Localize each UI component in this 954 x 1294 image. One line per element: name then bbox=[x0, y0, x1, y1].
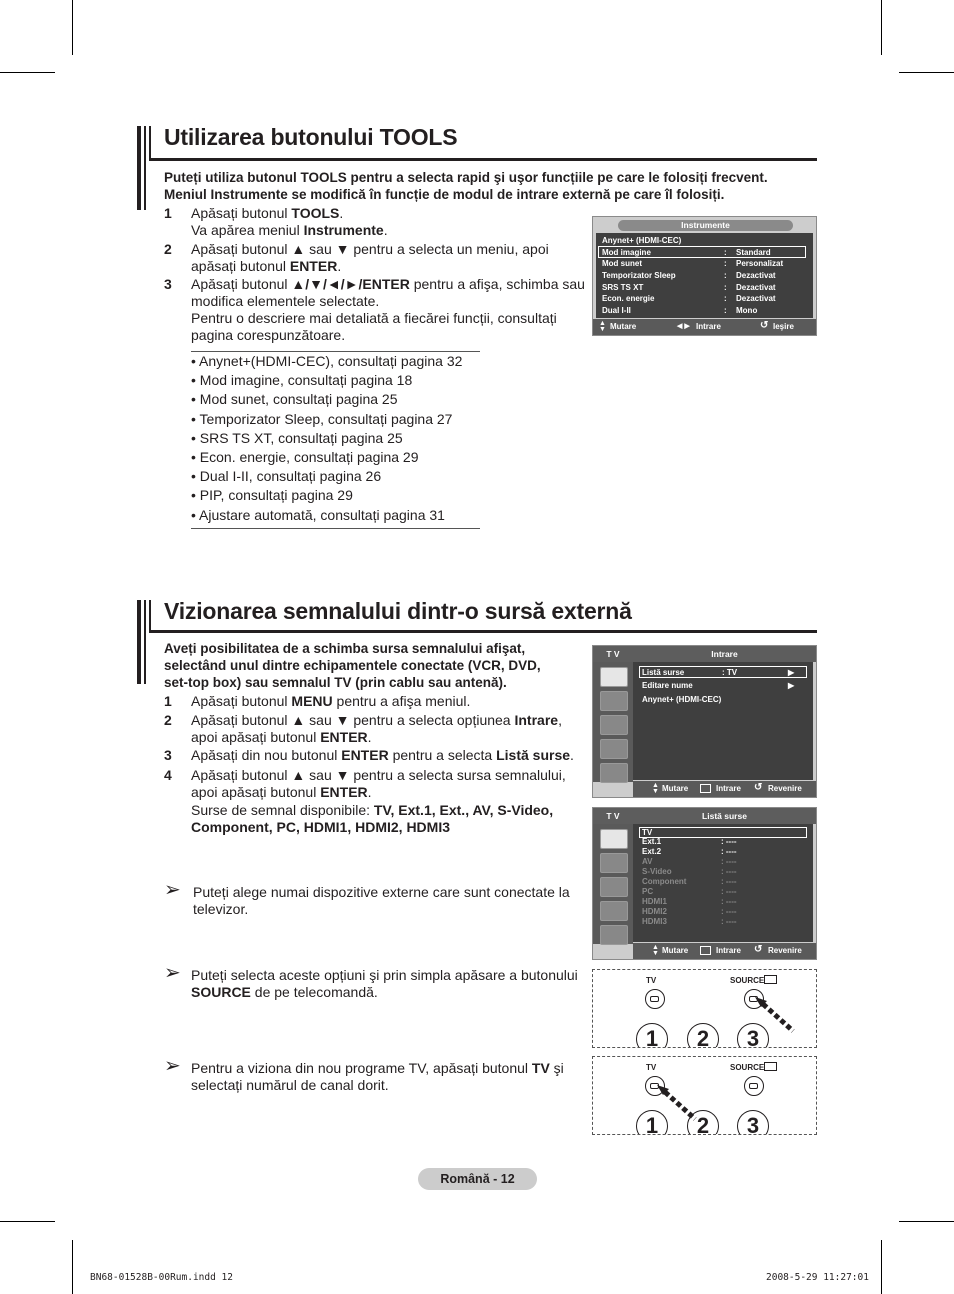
osd-tv-label: T V bbox=[606, 649, 620, 659]
step-number: 1 bbox=[164, 693, 172, 709]
source-symbol-icon bbox=[764, 1062, 777, 1071]
section-rule bbox=[149, 158, 817, 161]
osd-row-label: HDMI2 bbox=[642, 907, 667, 916]
osd-row-value: Standard bbox=[736, 248, 771, 257]
number-button-3: 3 bbox=[737, 1110, 769, 1135]
osd-foot-enter: Intrare bbox=[716, 784, 741, 793]
page-reference: • PIP, consultați pagina 29 bbox=[191, 487, 353, 503]
source-button-label: SOURCE bbox=[730, 976, 765, 985]
osd-row-sep: : bbox=[724, 259, 727, 268]
picture-icon bbox=[600, 667, 628, 687]
step-text: Apăsați butonul ▲/▼/◄/►/ENTER pentru a afişa, schimba sau bbox=[191, 276, 585, 292]
step-text: apăsați butonul ENTER. bbox=[191, 258, 342, 274]
source-button bbox=[744, 1076, 764, 1096]
section-intro bbox=[164, 169, 814, 203]
updown-icon: ▲ ▼ bbox=[599, 320, 606, 333]
number-button-2: 2 bbox=[687, 1023, 719, 1048]
osd-row-sep: : bbox=[724, 271, 727, 280]
note-text: selectați numărul de canal dorit. bbox=[191, 1077, 389, 1093]
osd-row-value: Dezactivat bbox=[736, 294, 776, 303]
osd-row-label: Ext.1 bbox=[642, 837, 662, 846]
page-reference: • SRS TS XT, consultați pagina 25 bbox=[191, 430, 403, 446]
remote-illustration-tv bbox=[592, 1056, 817, 1135]
page-reference: • Ajustare automată, consultați pagina 31 bbox=[191, 507, 445, 523]
input-icon bbox=[600, 925, 628, 945]
osd-row-arrow: ▶ bbox=[788, 681, 795, 690]
osd-row-value: : ---- bbox=[721, 837, 737, 846]
intro-line: Puteți utiliza butonul TOOLS pentru a selecta rapid şi uşor funcțiile pe care le folosiți frecvent. bbox=[164, 170, 768, 185]
step-text: pagina corespunzătoare. bbox=[191, 327, 346, 343]
osd-row-value: : ---- bbox=[721, 857, 737, 866]
osd-row-value: Mono bbox=[736, 306, 758, 315]
osd-row-value: : ---- bbox=[721, 897, 737, 906]
leftright-icon: ◀ ▶ bbox=[677, 323, 690, 330]
note-text: Pentru a viziona din nou programe TV, apăsați butonul TV şi bbox=[191, 1060, 564, 1076]
section-title-tools: Utilizarea butonului TOOLS bbox=[164, 124, 458, 150]
channel-icon bbox=[600, 877, 628, 897]
osd-row-value: Dezactivat bbox=[736, 271, 776, 280]
menu-icon-column bbox=[593, 824, 633, 944]
osd-foot-back: Revenire bbox=[768, 946, 802, 955]
note-text: SOURCE de pe telecomandă. bbox=[191, 984, 378, 1000]
return-icon: ↺ bbox=[754, 944, 763, 955]
osd-row-label: Temporizator Sleep bbox=[602, 271, 676, 280]
section-marker bbox=[144, 600, 146, 684]
note-text: Puteți alege numai dispozitive externe care sunt conectate la bbox=[193, 884, 570, 900]
intro-line: Meniul Instrumente se modifică în funcție de modul de intrare externă pe care îl folosiți. bbox=[164, 187, 725, 202]
osd-row-label: Dual I-II bbox=[602, 306, 631, 315]
crop-mark bbox=[0, 72, 55, 73]
step-text: apoi apăsați butonul ENTER. bbox=[191, 784, 372, 800]
page-reference: • Temporizator Sleep, consultați pagina 27 bbox=[191, 411, 453, 427]
osd-foot-exit: Ieşire bbox=[773, 322, 794, 331]
section-title-source: Vizionarea semnalului dintr-o sursă externă bbox=[164, 598, 632, 624]
osd-row-label: Ext.2 bbox=[642, 847, 662, 856]
osd-row-label: SRS TS XT bbox=[602, 283, 644, 292]
intro-line: set-top box) sau semnalul TV (prin cablu sau antenă). bbox=[164, 675, 507, 690]
source-list-screenshot bbox=[592, 807, 817, 960]
crop-mark bbox=[881, 0, 882, 55]
sources-text: Surse de semnal disponibile: TV, Ext.1, Ext., AV, S-Video, bbox=[191, 802, 554, 818]
step-number: 1 bbox=[164, 205, 172, 221]
tv-button-label: TV bbox=[646, 1063, 657, 1072]
number-button-1: 1 bbox=[636, 1023, 668, 1048]
osd-row-label: S-Video bbox=[642, 867, 672, 876]
page-reference: • Econ. energie, consultați pagina 29 bbox=[191, 449, 419, 465]
note-item bbox=[164, 1055, 584, 1094]
osd-tv-label: T V bbox=[606, 811, 620, 821]
pointer-arrow-icon bbox=[753, 995, 798, 1035]
osd-row-value: : ---- bbox=[721, 887, 737, 896]
tv-button bbox=[645, 989, 665, 1009]
crop-mark bbox=[72, 1240, 73, 1294]
updown-icon: ▲ ▼ bbox=[652, 944, 659, 957]
enter-icon bbox=[700, 784, 711, 793]
note-arrow-icon: ➢ bbox=[164, 879, 181, 901]
page-reference: • Mod sunet, consultați pagina 25 bbox=[191, 391, 398, 407]
sources-text: Component, PC, HDMI1, HDMI2, HDMI3 bbox=[191, 819, 451, 835]
page-number: Română - 12 bbox=[418, 1168, 537, 1190]
osd-row-sep: : bbox=[724, 283, 727, 292]
section-marker bbox=[149, 126, 151, 160]
sound-icon bbox=[600, 691, 628, 711]
note-text: Puteți selecta aceste opțiuni şi prin simpla apăsare a butonului bbox=[191, 967, 578, 983]
crop-mark bbox=[899, 72, 954, 73]
note-arrow-icon: ➢ bbox=[164, 1055, 181, 1077]
note-item bbox=[164, 879, 584, 918]
available-sources bbox=[191, 802, 591, 836]
remote-illustration-source bbox=[592, 969, 817, 1048]
number-button-2: 2 bbox=[687, 1110, 719, 1135]
osd-row-label: Anynet+ (HDMI-CEC) bbox=[602, 236, 682, 245]
osd-row-label: HDMI1 bbox=[642, 897, 667, 906]
page-reference: • Dual I-II, consultați pagina 26 bbox=[191, 468, 382, 484]
crop-mark bbox=[899, 1221, 954, 1222]
step-text: Apăsați butonul ▲ sau ▼ pentru a selecta un meniu, apoi bbox=[191, 241, 549, 257]
osd-title: Listă surse bbox=[702, 811, 747, 821]
note-item bbox=[164, 962, 584, 1001]
step-number: 2 bbox=[164, 712, 172, 728]
intro-line: Aveți posibilitatea de a schimba sursa semnalului afişat, bbox=[164, 641, 526, 656]
step-number: 3 bbox=[164, 276, 172, 292]
osd-title: Intrare bbox=[711, 649, 738, 659]
section-marker bbox=[144, 126, 146, 210]
osd-row-label: Econ. energie bbox=[602, 294, 655, 303]
step-text: Va apărea meniul Instrumente. bbox=[191, 222, 388, 238]
osd-title: Instrumente bbox=[618, 220, 793, 231]
updown-icon: ▲ ▼ bbox=[652, 782, 659, 795]
section-intro bbox=[164, 640, 584, 691]
ref-rule bbox=[191, 528, 480, 529]
enter-icon bbox=[700, 946, 711, 955]
crop-mark bbox=[0, 1221, 55, 1222]
osd-foot-enter: Intrare bbox=[696, 322, 721, 331]
osd-foot-enter: Intrare bbox=[716, 946, 741, 955]
osd-row-label: TV bbox=[642, 828, 653, 837]
step-text: Apăsați din nou butonul ENTER pentru a selecta Listă surse. bbox=[191, 747, 574, 763]
crop-mark bbox=[881, 1240, 882, 1294]
step-text: modifica elementele selectate. bbox=[191, 293, 380, 309]
step-text: Apăsați butonul ▲ sau ▼ pentru a selecta opțiunea Intrare, bbox=[191, 712, 562, 728]
input-menu-screenshot bbox=[592, 645, 817, 798]
step-number: 2 bbox=[164, 241, 172, 257]
number-button-1: 1 bbox=[636, 1110, 668, 1135]
step-text: Apăsați butonul MENU pentru a afişa meniul. bbox=[191, 693, 471, 709]
note-text: televizor. bbox=[193, 901, 249, 917]
section-marker bbox=[137, 600, 141, 684]
note-arrow-icon: ➢ bbox=[164, 962, 181, 984]
osd-row-value: : ---- bbox=[721, 907, 737, 916]
ref-rule bbox=[191, 351, 480, 352]
osd-row-value: : ---- bbox=[721, 917, 737, 926]
osd-row-label: Listă surse bbox=[642, 668, 685, 677]
step-text: apoi apăsați butonul ENTER. bbox=[191, 729, 372, 745]
osd-row-value: Dezactivat bbox=[736, 283, 776, 292]
step-text: Pentru o descriere mai detaliată a fiecărei funcții, consultați bbox=[191, 310, 557, 326]
tv-button-label: TV bbox=[646, 976, 657, 985]
return-icon: ↺ bbox=[754, 782, 763, 793]
print-date-info: 2008-5-29 11:27:01 bbox=[766, 1272, 869, 1283]
step-number: 3 bbox=[164, 747, 172, 763]
osd-row-label: AV bbox=[642, 857, 653, 866]
picture-icon bbox=[600, 829, 628, 849]
osd-row-label: Anynet+ (HDMI-CEC) bbox=[642, 695, 722, 704]
tools-menu-screenshot bbox=[592, 216, 817, 336]
setup-icon bbox=[600, 901, 628, 921]
section-marker bbox=[137, 126, 141, 210]
osd-row-sep: : bbox=[724, 294, 727, 303]
osd-row-value: : TV bbox=[722, 668, 738, 677]
osd-row-label: Editare nume bbox=[642, 681, 693, 690]
intro-line: selectând unul dintre echipamentele conectate (VCR, DVD, bbox=[164, 658, 541, 673]
source-symbol-icon bbox=[764, 975, 777, 984]
osd-foot-move: Mutare bbox=[610, 322, 637, 331]
section-marker bbox=[149, 600, 151, 633]
print-file-info: BN68-01528B-00Rum.indd 12 bbox=[90, 1272, 233, 1283]
osd-row-sep: : bbox=[724, 248, 727, 257]
crop-mark bbox=[72, 0, 73, 55]
osd-row-label: Mod sunet bbox=[602, 259, 642, 268]
page-reference: • Mod imagine, consultați pagina 18 bbox=[191, 372, 413, 388]
channel-icon bbox=[600, 715, 628, 735]
return-icon: ↺ bbox=[760, 320, 769, 331]
osd-row-value: Personalizat bbox=[736, 259, 784, 268]
osd-row-value: : ---- bbox=[721, 867, 737, 876]
osd-row-label: PC bbox=[642, 887, 654, 896]
step-text: Apăsați butonul TOOLS. bbox=[191, 205, 344, 221]
osd-foot-back: Revenire bbox=[768, 784, 802, 793]
osd-foot-move: Mutare bbox=[662, 946, 689, 955]
osd-foot-move: Mutare bbox=[662, 784, 689, 793]
setup-icon bbox=[600, 739, 628, 759]
page-reference: • Anynet+(HDMI-CEC), consultați pagina 32 bbox=[191, 353, 463, 369]
osd-row-value: : ---- bbox=[721, 847, 737, 856]
osd-row-label: Component bbox=[642, 877, 687, 886]
step-number: 4 bbox=[164, 767, 172, 783]
input-icon bbox=[600, 763, 628, 783]
number-button-3: 3 bbox=[737, 1023, 769, 1048]
osd-row-label: HDMI3 bbox=[642, 917, 667, 926]
osd-row-value: : ---- bbox=[721, 877, 737, 886]
pointer-arrow-icon bbox=[655, 1083, 700, 1123]
source-button-label: SOURCE bbox=[730, 1063, 765, 1072]
osd-row-sep: : bbox=[724, 306, 727, 315]
sound-icon bbox=[600, 853, 628, 873]
section-rule bbox=[149, 630, 817, 633]
osd-row-label: Mod imagine bbox=[602, 248, 651, 257]
step-text: Apăsați butonul ▲ sau ▼ pentru a selecta sursa semnalului, bbox=[191, 767, 566, 783]
osd-row-arrow: ▶ bbox=[788, 668, 795, 677]
menu-icon-column bbox=[593, 662, 633, 782]
